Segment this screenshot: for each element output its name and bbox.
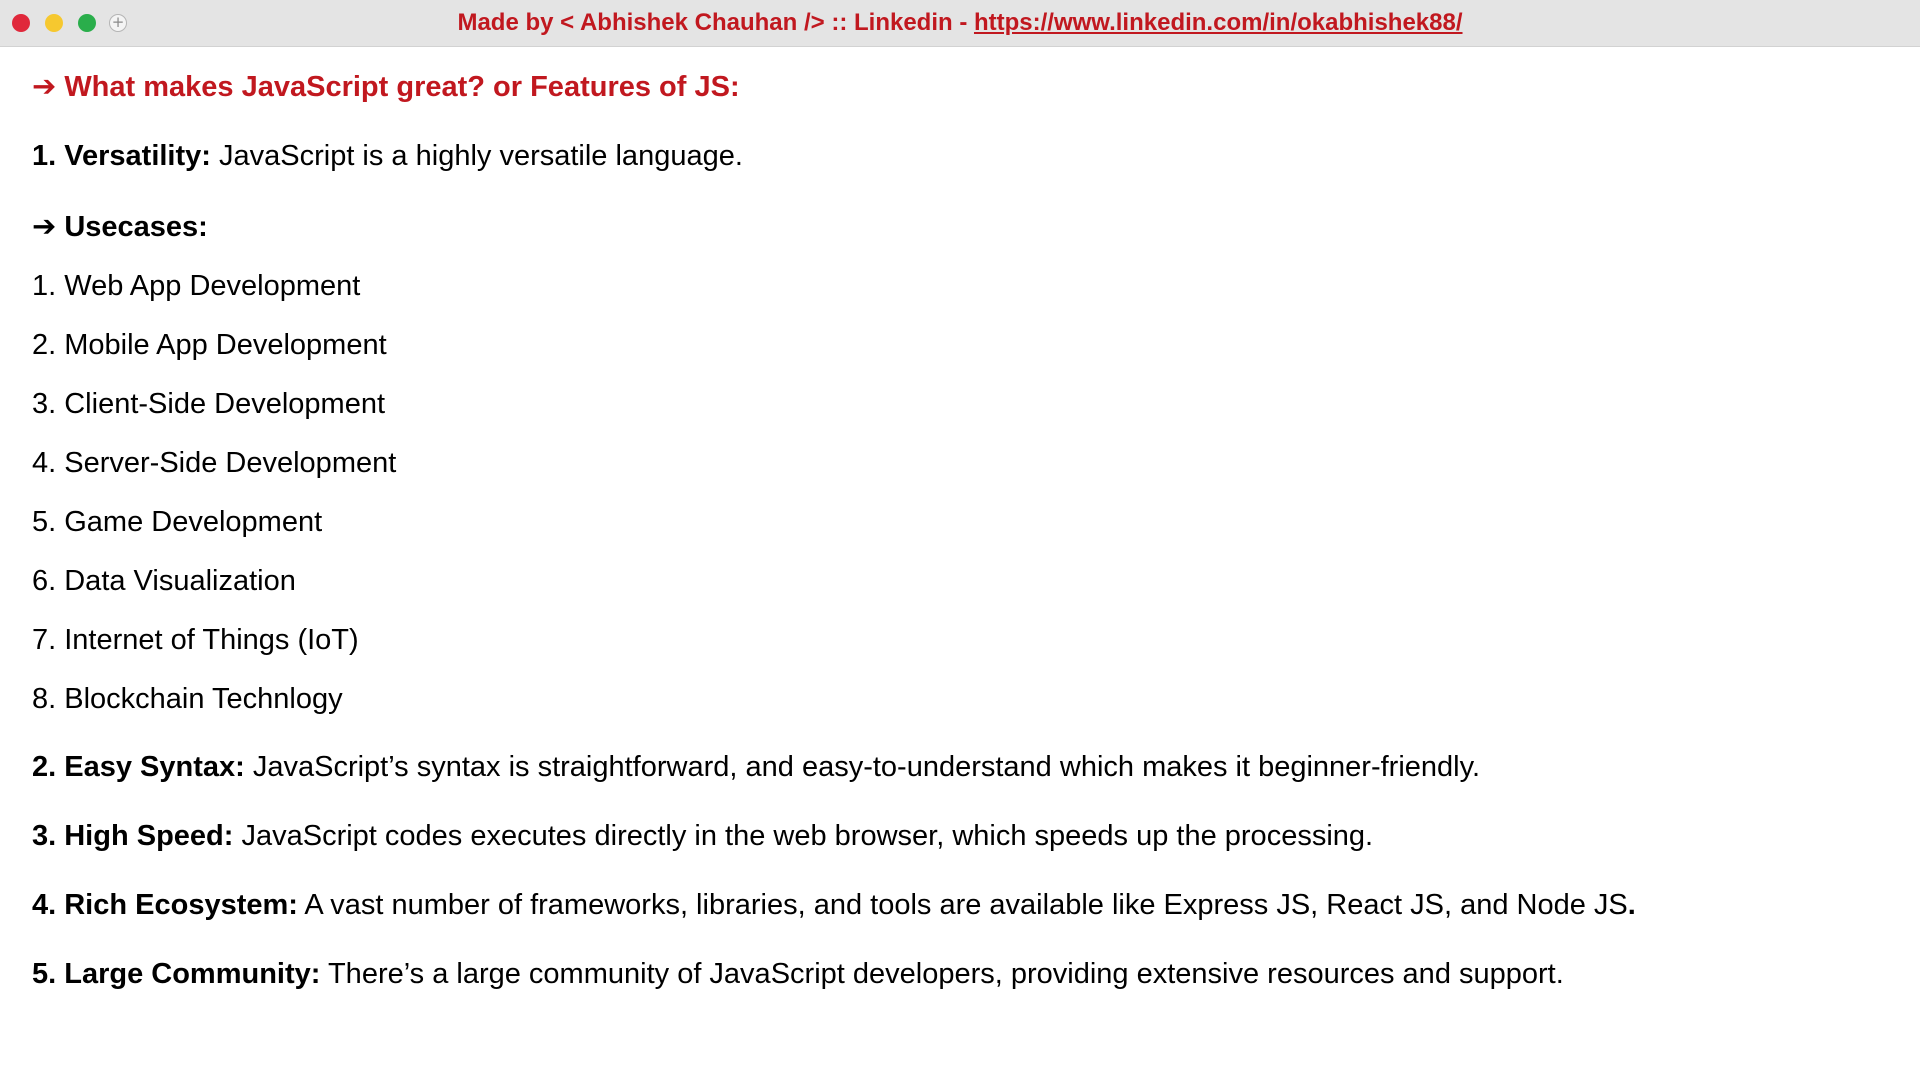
feature-versatility [32,138,1892,174]
section-heading [32,68,1892,105]
feature-easy-syntax [32,749,1892,785]
window-titlebar [0,0,1920,47]
list-item: 3. Client-Side Development [32,388,386,420]
feature-label: 5. Large Community: [32,958,321,990]
list-item: 8. Blockchain Technlogy [32,683,343,715]
feature-text: JavaScript is a highly versatile language. [210,140,743,172]
arrow-right-icon: ➔ [32,69,57,103]
title-author-text: Made by < Abhishek Chauhan /> :: Linkedin - [457,9,974,36]
feature-label: 3. High Speed: [32,820,234,852]
feature-rich-ecosystem [32,887,1892,923]
list-item: 7. Internet of Things (IoT) [32,624,359,656]
feature-trailing-period: . [1627,889,1636,921]
list-item: 4. Server-Side Development [32,447,397,479]
section-heading-text: What makes JavaScript great? or Features of JS: [64,71,740,103]
feature-large-community [32,956,1892,992]
feature-label: 2. Easy Syntax: [32,751,245,783]
list-item: 1. Web App Development [32,270,361,302]
list-item: 6. Data Visualization [32,565,296,597]
document-body [32,68,1892,1025]
usecases-list [32,268,1892,717]
feature-text: JavaScript’s syntax is straightforward, and easy-to-understand which makes it beginner-friendly. [244,751,1481,783]
arrow-right-icon: ➔ [32,209,57,243]
feature-text: A vast number of frameworks, libraries, and tools are available like Express JS, React JS, and Node JS [297,889,1628,921]
new-tab-plus-icon[interactable]: + [109,14,127,32]
linkedin-link[interactable]: https://www.linkedin.com/in/okabhishek88/ [973,9,1463,36]
usecases-title: Usecases: [64,211,208,243]
window-title [0,9,1920,37]
list-item: 2. Mobile App Development [32,329,387,361]
feature-high-speed [32,818,1892,854]
feature-label: 1. Versatility: [32,140,211,172]
feature-text: JavaScript codes executes directly in the web browser, which speeds up the processing. [233,820,1374,852]
feature-label: 4. Rich Ecosystem: [32,889,298,921]
usecases-heading [32,208,1892,245]
feature-text: There’s a large community of JavaScript developers, providing extensive resources and support. [320,958,1564,990]
list-item: 5. Game Development [32,506,323,538]
